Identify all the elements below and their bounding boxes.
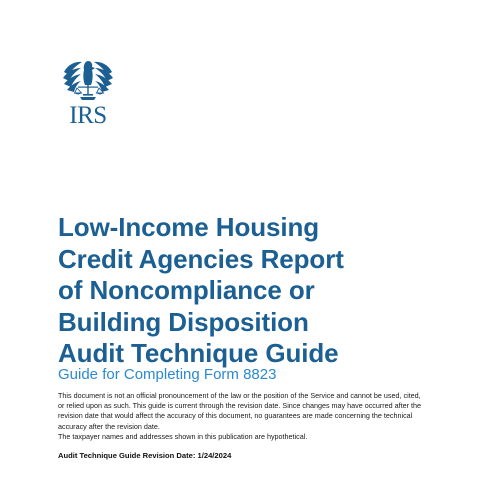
title-line: Low-Income Housing xyxy=(58,212,320,242)
document-title xyxy=(58,212,458,370)
disclaimer-paragraph: This document is not an official pronouncement of the law or the position of the Service and cannot be used, cited, or relied upon as such. This guide is current through the revision date. Since changes may have occurred after the revision date that would affect the accuracy of this document, no guarantees are made concerning the technical accuracy after the revision date. xyxy=(58,391,422,431)
document-subtitle: Guide for Completing Form 8823 xyxy=(58,366,277,383)
title-line: Building Disposition xyxy=(58,306,309,337)
revision-date: Audit Technique Guide Revision Date: 1/24/2024 xyxy=(58,451,232,460)
irs-logo xyxy=(60,58,116,134)
disclaimer-text xyxy=(58,391,424,442)
irs-logo-text: IRS xyxy=(69,102,107,129)
title-line: of Noncompliance or xyxy=(58,275,315,305)
disclaimer-paragraph: The taxpayer names and addresses shown in this publication are hypothetical. xyxy=(58,431,308,441)
irs-eagle-icon xyxy=(60,58,116,102)
title-line: Credit Agencies Report xyxy=(58,243,344,274)
title-line: Audit Technique Guide xyxy=(58,338,339,368)
